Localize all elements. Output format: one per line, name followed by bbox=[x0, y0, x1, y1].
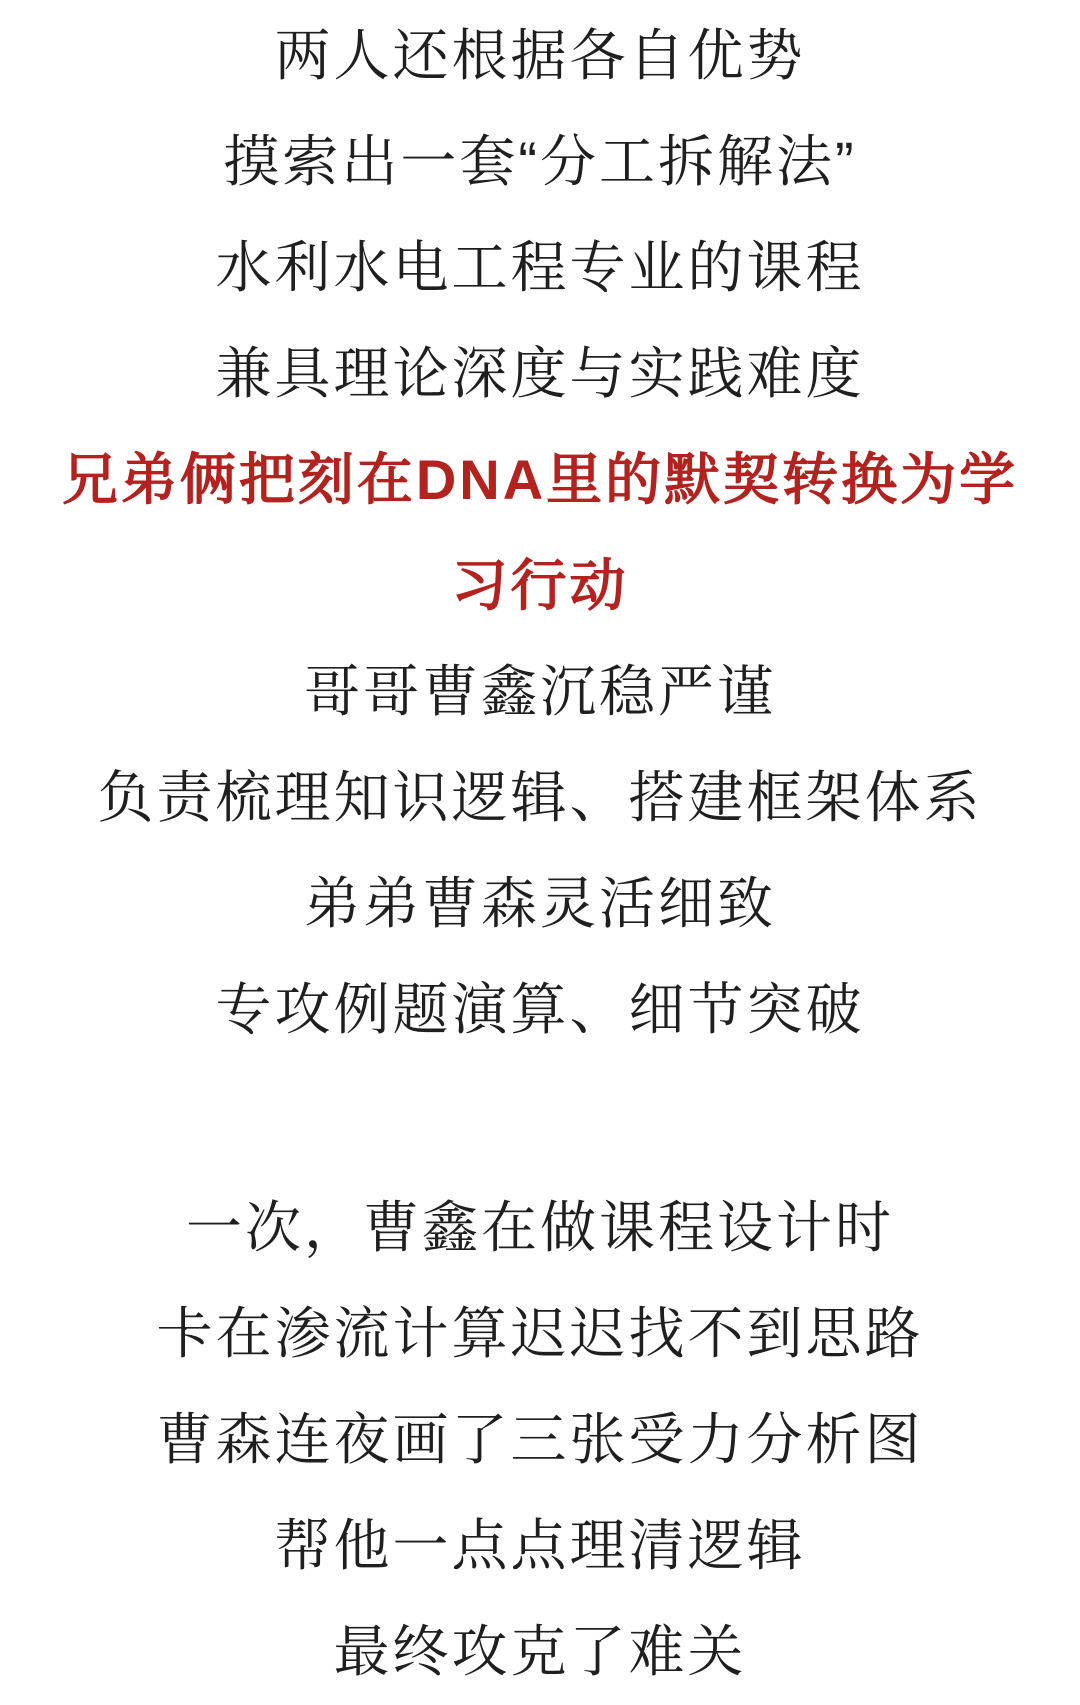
paragraph-1 bbox=[0, 3, 1080, 1063]
text-line: 哥哥曹鑫沉稳严谨 bbox=[304, 660, 776, 723]
text-line: 专攻例题演算、细节突破 bbox=[215, 978, 865, 1041]
text-line: 两人还根据各自优势 bbox=[274, 24, 806, 87]
text-line: 弟弟曹森灵活细致 bbox=[304, 872, 776, 935]
highlight-line: 兄弟俩把刻在DNA里的默契转换为学 bbox=[61, 448, 1019, 511]
text-line: 摸索出一套“分工拆解法” bbox=[223, 130, 857, 193]
text-line: 帮他一点点理清逻辑 bbox=[274, 1514, 806, 1577]
text-line: 负责梳理知识逻辑、搭建框架体系 bbox=[97, 766, 983, 829]
text-line: 最终攻克了难关 bbox=[333, 1620, 747, 1683]
text-line: 水利水电工程专业的课程 bbox=[215, 236, 865, 299]
text-line: 兼具理论深度与实践难度 bbox=[215, 342, 865, 405]
paragraph-2 bbox=[0, 1175, 1080, 1705]
text-line: 曹森连夜画了三张受力分析图 bbox=[156, 1408, 924, 1471]
text-line: 卡在渗流计算迟迟找不到思路 bbox=[156, 1302, 924, 1365]
highlight-line: 习行动 bbox=[451, 554, 629, 617]
text-line: 一次，曹鑫在做课程设计时 bbox=[186, 1196, 894, 1259]
